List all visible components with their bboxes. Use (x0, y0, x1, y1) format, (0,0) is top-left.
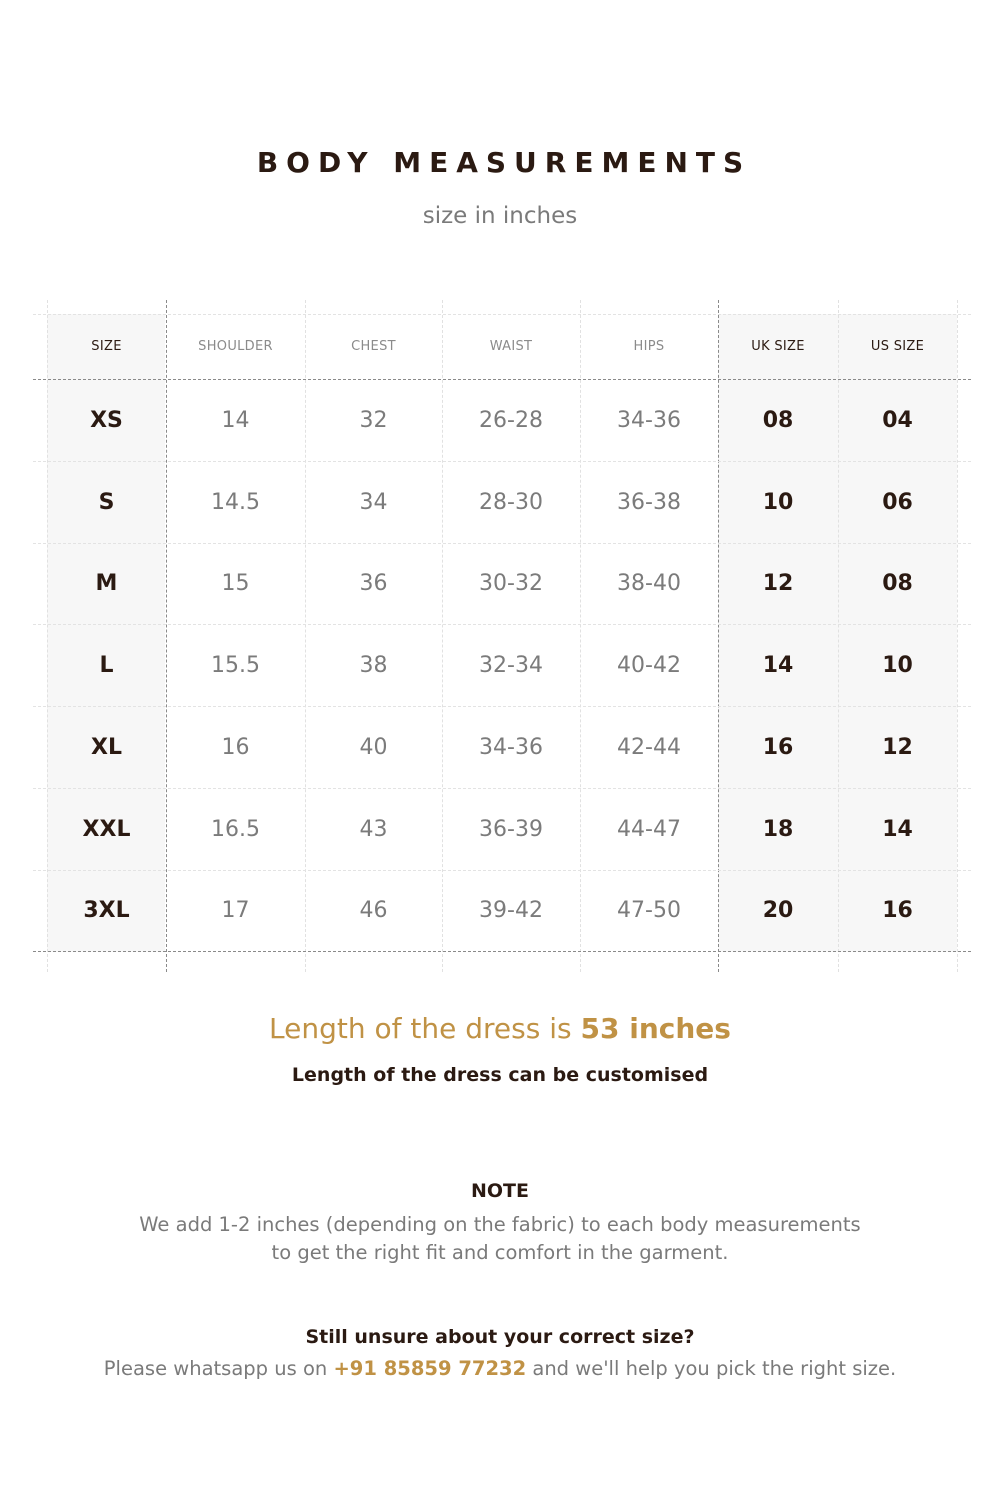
note-heading: NOTE (471, 1180, 529, 1202)
cell-shoulder: 15.5 (211, 652, 260, 678)
cell-us-size: 12 (882, 734, 913, 760)
cell-hips: 34-36 (617, 407, 681, 433)
cell-hips: 47-50 (617, 898, 681, 923)
cell-size: XL (91, 734, 122, 760)
whatsapp-phone-number[interactable]: +91 85859 77232 (333, 1357, 527, 1380)
cell-us-size: 10 (882, 652, 913, 678)
cell-hips: 40-42 (617, 652, 681, 678)
cell-chest: 36 (359, 571, 388, 596)
cell-hips: 44-47 (617, 816, 681, 842)
cell-size: M (95, 571, 118, 596)
cell-waist: 30-32 (479, 571, 543, 596)
size-chart-table (33, 300, 971, 972)
cell-waist: 32-34 (479, 652, 543, 678)
cell-uk-size: 18 (762, 816, 794, 842)
cell-shoulder: 16.5 (211, 816, 260, 842)
dress-length-prefix: Length of the dress is (269, 1012, 581, 1045)
cell-waist: 34-36 (479, 734, 543, 760)
cell-uk-size: 12 (762, 571, 794, 596)
cell-waist: 26-28 (479, 407, 543, 433)
cell-uk-size: 14 (762, 652, 794, 678)
column-header-uk-size: UK SIZE (751, 339, 805, 354)
table-row (33, 379, 971, 461)
page-subtitle: size in inches (422, 203, 578, 229)
cell-us-size: 14 (882, 816, 913, 842)
table-row (33, 706, 971, 788)
cell-shoulder: 17 (221, 898, 250, 923)
column-header-size: SIZE (91, 339, 122, 354)
dress-length-value: 53 inches (580, 1012, 731, 1045)
whatsapp-suffix: and we'll help you pick the right size. (526, 1357, 897, 1380)
cell-size: S (98, 489, 115, 515)
cell-us-size: 06 (882, 489, 913, 515)
cell-chest: 40 (359, 734, 388, 760)
cell-waist: 28-30 (479, 489, 543, 515)
cell-size: 3XL (83, 898, 130, 923)
cell-uk-size: 08 (762, 407, 794, 433)
cell-chest: 43 (359, 816, 388, 842)
note-line-1: We add 1-2 inches (depending on the fabric) to each body measurements (139, 1213, 861, 1236)
table-row (33, 870, 971, 951)
cell-shoulder: 14 (221, 407, 250, 433)
cell-hips: 42-44 (617, 734, 681, 760)
cell-shoulder: 14.5 (211, 489, 260, 515)
size-help-question: Still unsure about your correct size? (305, 1326, 695, 1348)
cell-size: L (99, 652, 114, 678)
cell-hips: 36-38 (617, 489, 681, 515)
cell-us-size: 16 (882, 898, 913, 923)
table-row (33, 788, 971, 870)
dress-length-line (0, 1012, 1000, 1045)
table-header-row (33, 314, 971, 379)
cell-hips: 38-40 (617, 571, 681, 596)
column-header-chest: CHEST (351, 339, 396, 354)
cell-size: XS (90, 407, 123, 433)
note-body (0, 1211, 1000, 1267)
column-header-shoulder: SHOULDER (198, 339, 273, 354)
cell-us-size: 04 (882, 407, 913, 433)
page-title: BODY MEASUREMENTS (256, 146, 752, 179)
cell-chest: 32 (359, 407, 388, 433)
whatsapp-prefix: Please whatsapp us on (103, 1357, 334, 1380)
cell-uk-size: 16 (762, 734, 794, 760)
cell-chest: 34 (359, 489, 388, 515)
cell-chest: 46 (359, 898, 388, 923)
cell-shoulder: 16 (221, 734, 250, 760)
grid-hline (33, 951, 971, 952)
cell-waist: 36-39 (479, 816, 543, 842)
cell-us-size: 08 (882, 571, 913, 596)
table-row (33, 461, 971, 543)
column-header-hips: HIPS (633, 339, 665, 354)
whatsapp-contact-line (0, 1357, 1000, 1380)
cell-waist: 39-42 (479, 898, 543, 923)
cell-size: XXL (82, 816, 131, 842)
cell-shoulder: 15 (221, 571, 250, 596)
cell-chest: 38 (359, 652, 388, 678)
column-header-waist: WAIST (489, 339, 533, 354)
cell-uk-size: 20 (762, 898, 794, 923)
column-header-us-size: US SIZE (870, 339, 925, 354)
table-row (33, 543, 971, 624)
customisation-note: Length of the dress can be customised (291, 1064, 709, 1086)
table-row (33, 624, 971, 706)
note-line-2: to get the right fit and comfort in the garment. (271, 1241, 729, 1264)
cell-uk-size: 10 (762, 489, 794, 515)
